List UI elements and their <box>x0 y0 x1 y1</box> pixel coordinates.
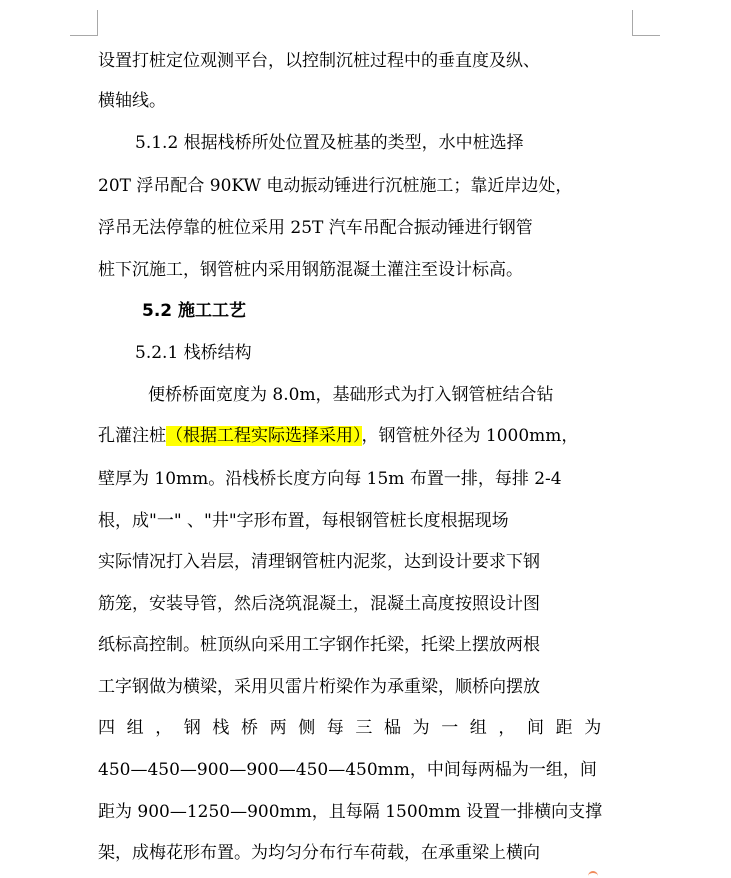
highlighted-text: （根据工程实际选择采用） <box>166 426 362 446</box>
line-text: 孔灌注桩 <box>98 426 166 446</box>
paragraph-line: 距为 900—1250—900mm，且每隔 1500mm 设置一排横向支撑 <box>98 802 603 822</box>
crop-mark-top-right <box>632 10 633 36</box>
paragraph-line: 设置打桩定位观测平台，以控制沉桩过程中的垂直度及纵、 <box>98 51 540 71</box>
crop-mark-top-right <box>632 35 660 36</box>
paragraph-line: 筋笼，安装导管，然后浇筑混凝土，混凝土高度按照设计图 <box>98 594 540 614</box>
crop-mark-top-left <box>70 35 98 36</box>
paragraph-line: 工字钢做为横梁，采用贝雷片桁梁作为承重梁，顺桥向摆放 <box>98 677 540 697</box>
paragraph-line: 实际情况打入岩层，清理钢管桩内泥浆，达到设计要求下钢 <box>98 552 540 572</box>
paragraph-line: 横轴线。 <box>98 91 166 111</box>
paragraph-line: 壁厚为 10mm。沿栈桥长度方向每 15m 布置一排，每排 2-4 <box>98 469 562 489</box>
section-heading: 5.2 施工工艺 <box>142 301 247 321</box>
crop-mark-top-left <box>97 10 98 36</box>
paragraph-line: 架，成梅花形布置。为均匀分布行车荷载，在承重梁上横向 <box>98 843 540 863</box>
paragraph-line: 桩下沉施工，钢管桩内采用钢筋混凝土灌注至设计标高。 <box>98 260 523 280</box>
paragraph-line: 根，成"一" 、"井"字形布置，每根钢管桩长度根据现场 <box>98 511 509 531</box>
scroll-indicator-mark <box>588 871 598 877</box>
paragraph-line: 20T 浮吊配合 90KW 电动振动锤进行沉桩施工；靠近岸边处， <box>98 176 573 196</box>
subsection-heading: 5.2.1 栈桥结构 <box>135 343 252 363</box>
paragraph-line: 四组，钢栈桥两侧每三榀为一组，间距为 <box>98 718 613 738</box>
paragraph-line: 5.1.2 根据栈桥所处位置及桩基的类型，水中桩选择 <box>135 133 524 153</box>
paragraph-line: 纸标高控制。桩顶纵向采用工字钢作托梁，托梁上摆放两根 <box>98 635 540 655</box>
paragraph-line: 450—450—900—900—450—450mm，中间每两榀为一组，间 <box>98 760 597 780</box>
paragraph-line: 便桥桥面宽度为 8.0m，基础形式为打入钢管桩结合钻 <box>148 385 554 405</box>
paragraph-line <box>98 424 578 448</box>
line-text: ，钢管桩外径为 1000mm， <box>361 426 579 446</box>
paragraph-line: 浮吊无法停靠的桩位采用 25T 汽车吊配合振动锤进行钢管 <box>98 218 533 238</box>
